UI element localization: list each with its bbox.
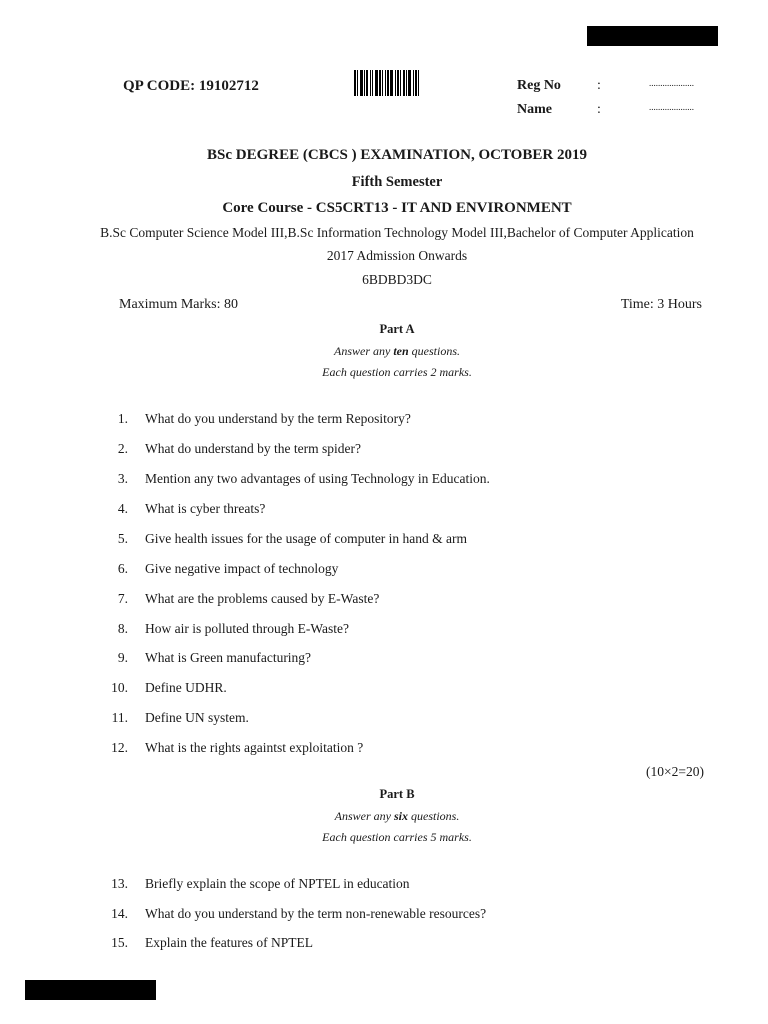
- question-item: 10. Define UDHR.: [111, 680, 227, 695]
- reg-no-label: Reg No: [517, 78, 561, 93]
- part-b-heading: Part B: [379, 787, 415, 801]
- question-item: 9. What is Green manufacturing?: [117, 650, 312, 665]
- max-marks: Maximum Marks: 80: [119, 297, 238, 312]
- exam-title: BSc DEGREE (CBCS ) EXAMINATION, OCTOBER 2019: [207, 147, 587, 163]
- question-item: 11. Define UN system.: [111, 710, 249, 725]
- redaction-bar-bottom: [25, 980, 156, 1000]
- question-item: 4. What is cyber threats?: [117, 501, 266, 516]
- programmes: B.Sc Computer Science Model III,B.Sc Information Technology Model III,Bachelor of Computer Application: [100, 225, 694, 240]
- question-item: 7. What are the problems caused by E-Waste?: [117, 591, 380, 606]
- name-colon: :: [597, 102, 601, 117]
- part-a-carries: Each question carries 2 marks.: [322, 365, 472, 379]
- question-item: 5. Give health issues for the usage of computer in hand & arm: [117, 531, 468, 546]
- redaction-bar-top: [587, 26, 718, 46]
- part-a-heading: Part A: [379, 322, 415, 336]
- question-item: 2. What do understand by the term spider?: [117, 441, 361, 456]
- part-a-instruction: [13, 344, 768, 359]
- part-b-instr-post: questions.: [408, 809, 460, 823]
- part-b-instr-count: six: [393, 809, 408, 823]
- part-b-instr-pre: Answer any: [334, 809, 394, 823]
- barcode: [354, 70, 428, 96]
- part-a-instr-count: ten: [393, 344, 409, 358]
- paper-code: 6BDBD3DC: [362, 272, 432, 287]
- time-allowed: Time: 3 Hours: [620, 297, 702, 312]
- question-item: 6. Give negative impact of technology: [117, 561, 339, 576]
- part-a-marks-total: (10×2=20): [646, 764, 704, 779]
- name-label: Name: [517, 102, 552, 117]
- question-item: 13. Briefly explain the scope of NPTEL in education: [111, 876, 410, 891]
- question-item: 12. What is the rights againtst exploitation ?: [111, 740, 364, 755]
- admission: 2017 Admission Onwards: [326, 248, 468, 263]
- qp-code: QP CODE: 19102712: [123, 78, 259, 94]
- semester: Fifth Semester: [351, 174, 443, 190]
- reg-no-dots: ....................: [649, 78, 694, 88]
- part-b-carries: Each question carries 5 marks.: [322, 830, 472, 844]
- question-item: 14. What do you understand by the term non-renewable resources?: [111, 906, 487, 921]
- question-item: 3. Mention any two advantages of using Technology in Education.: [117, 471, 490, 486]
- part-a-instr-pre: Answer any: [333, 344, 394, 358]
- question-item: 8. How air is polluted through E-Waste?: [117, 621, 349, 636]
- question-item: 1. What do you understand by the term Repository?: [117, 411, 411, 426]
- question-item: 15. Explain the features of NPTEL: [111, 935, 313, 950]
- name-dots: ....................: [649, 102, 694, 112]
- course-title: Core Course - CS5CRT13 - IT AND ENVIRONMENT: [222, 200, 572, 216]
- part-a-instr-post: questions.: [408, 344, 460, 358]
- part-b-instruction: [13, 809, 768, 824]
- reg-no-colon: :: [597, 78, 601, 93]
